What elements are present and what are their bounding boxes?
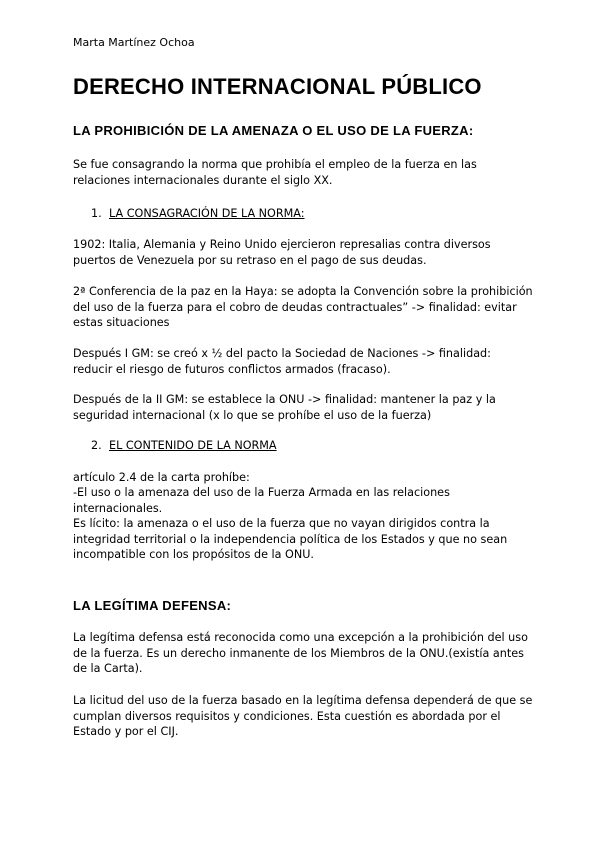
section-heading-prohibicion: LA PROHIBICIÓN DE LA AMENAZA O EL USO DE LA FUERZA: — [73, 123, 474, 138]
article-line-prohibition: -El uso o la amenaza del uso de la Fuerza Armada en las relaciones internacionales. — [73, 486, 450, 515]
author-name: Marta Martínez Ochoa — [73, 36, 195, 49]
paragraph-licitud: La licitud del uso de la fuerza basado en la legítima defensa dependerá de que se cumplan diversos requisitos y condiciones. Esta cuestión es abordada por el Estado y por el CIJ. — [73, 694, 533, 739]
list-item-label: EL CONTENIDO DE LA NORMA — [109, 439, 277, 452]
paragraph-sociedad-naciones: Después I GM: se creó x ½ del pacto la Sociedad de Naciones -> finalidad: reducir el riesgo de futuros conflictos armados (fracaso). — [73, 347, 491, 376]
article-line-intro: artículo 2.4 de la carta prohíbe: — [73, 471, 250, 484]
list-item-consagracion — [91, 207, 305, 220]
list-item-label: LA CONSAGRACIÓN DE LA NORMA: — [109, 207, 305, 220]
document-title: DERECHO INTERNACIONAL PÚBLICO — [73, 74, 482, 99]
article-line-licito: Es lícito: la amenaza o el uso de la fuerza que no vayan dirigidos contra la integridad territorial o la independencia política de los Estados y que no sean incompatible con los propósitos de la ONU. — [73, 517, 508, 562]
paragraph-legitima-defensa: La legítima defensa está reconocida como una excepción a la prohibición del uso de la fuerza. Es un derecho inmanente de los Miembros de la ONU.(existía antes de la Carta). — [73, 631, 528, 676]
paragraph-1902: 1902: Italia, Alemania y Reino Unido ejercieron represalias contra diversos puertos de Venezuela por su retraso en el pago de sus deudas. — [73, 238, 491, 267]
section-heading-legitima-defensa: LA LEGÍTIMA DEFENSA: — [73, 598, 232, 613]
paragraph-onu: Después de la II GM: se establece la ONU -> finalidad: mantener la paz y la seguridad internacional (x lo que se prohíbe el uso de la fuerza) — [73, 393, 496, 422]
paragraph-conferencia-haya: 2ª Conferencia de la paz en la Haya: se adopta la Convención sobre la prohibición del uso de la fuerza para el cobro de deudas contractuales” -> finalidad: evitar estas situaciones — [73, 285, 533, 330]
list-item-number: 2. — [91, 439, 102, 452]
intro-paragraph: Se fue consagrando la norma que prohibía el empleo de la fuerza en las relaciones internacionales durante el siglo XX. — [73, 158, 477, 187]
list-item-contenido — [91, 439, 277, 452]
list-item-number: 1. — [91, 207, 102, 220]
